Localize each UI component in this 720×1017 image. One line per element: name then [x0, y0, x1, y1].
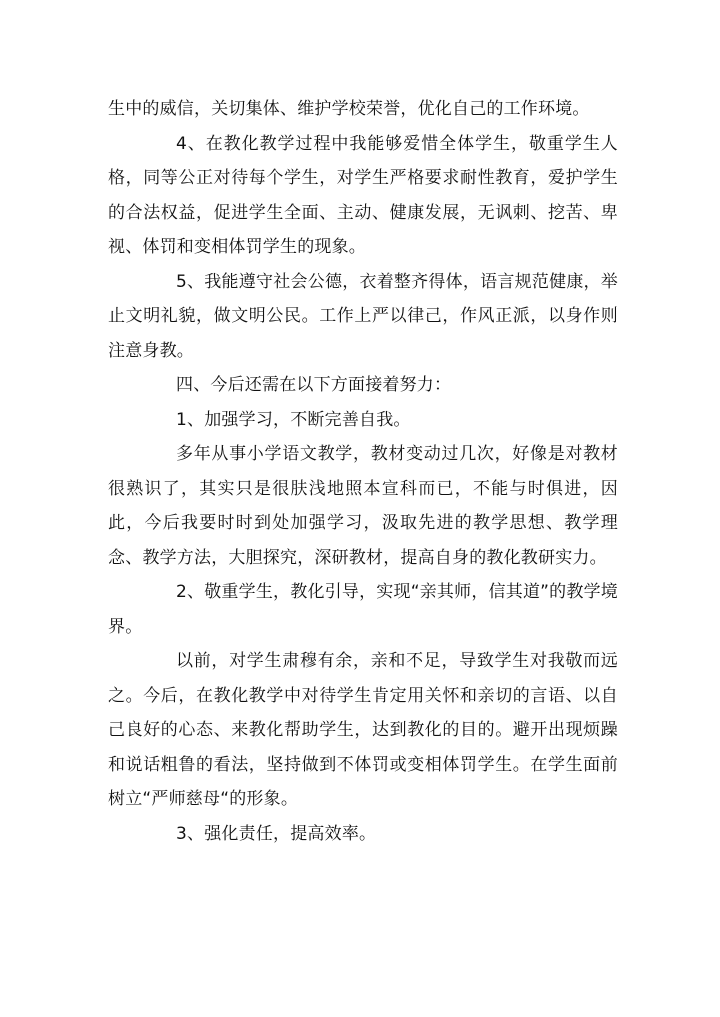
paragraph-7: 以前，对学生肃穆有余，亲和不足，导致学生对我敬而远之。今后，在教化教学中对待学生肯定用关怀和亲切的言语、以自己良好的心态、来教化帮助学生，达到教化的目的。避开出现烦躁和说话粗鲁的看法，坚持做到不体罚或变相体罚学生。在学生面前树立“严师慈母“的形象。: [108, 651, 618, 809]
paragraph-5: 多年从事小学语文教学，教材变动过几次，好像是对教材很熟识了，其实只是很肤浅地照本宣科而已，不能与时俱进，因此，今后我要时时到处加强学习，汲取先进的教学思想、教学理念、教学方法，大胆探究，深研教材，提高自身的教化教研实力。: [108, 444, 618, 568]
paragraph-3: 5、我能遵守社会公德，衣着整齐得体，语言规范健康，举止文明礼貌，做文明公民。工作上严以律己，作风正派，以身作则注意身教。: [108, 271, 618, 361]
paragraph-item-3: 3、强化责任，提高效率。: [176, 823, 377, 844]
paragraph-item-1: 1、加强学习，不断完善自我。: [176, 409, 411, 430]
section-heading: 四、今后还需在以下方面接着努力：: [176, 375, 452, 395]
paragraph-item-2: 2、敬重学生，教化引导，实现“亲其师，信其道”的教学境界。: [108, 582, 618, 637]
paragraph-2: 4、在教化教学过程中我能够爱惜全体学生，敬重学生人格，同等公正对待每个学生，对学生严格要求耐性教育，爱护学生的合法权益，促进学生全面、主动、健康发展，无讽刺、挖苦、卑视、体罚和变相体罚学生的现象。: [108, 133, 618, 257]
document-body: [108, 92, 618, 851]
paragraph-1: 生中的威信，关切集体、维护学校荣誉，优化自己的工作环境。: [108, 99, 590, 119]
